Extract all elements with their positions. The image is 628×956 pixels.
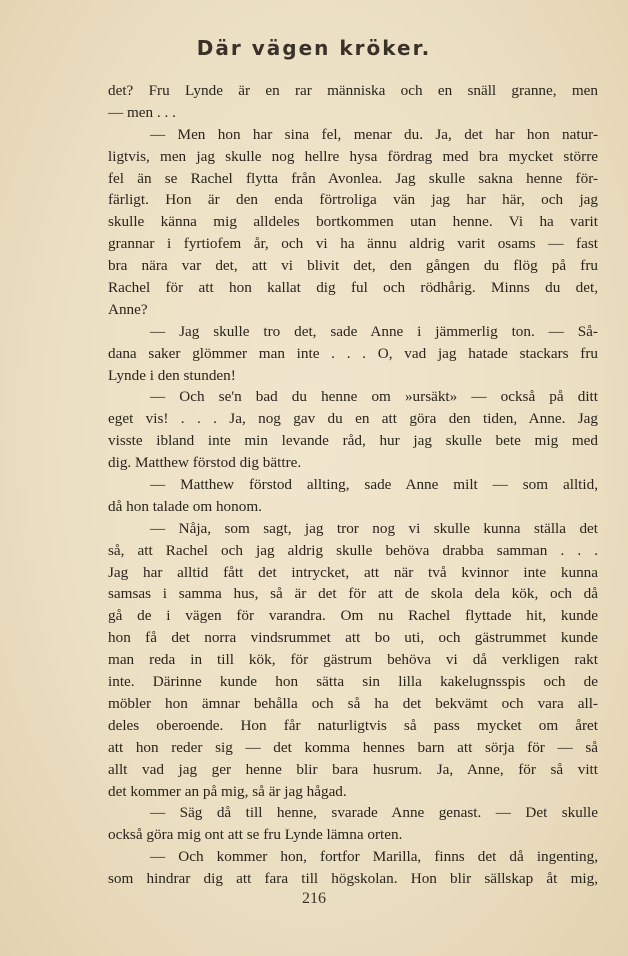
text-line: — men . . . bbox=[108, 103, 176, 121]
text-line: ligtvis, men jag skulle nog hellre hysa fördrag med bra mycket större bbox=[108, 147, 598, 165]
text-line: — Och kommer hon, fortfor Marilla, finns det då ingenting, bbox=[150, 848, 598, 866]
text-line: färligt. Hon är den enda förtroliga vän jag har här, och jag bbox=[108, 191, 598, 209]
text-line: Rachel för att hon kallat dig ful och rödhårig. Minns du det, bbox=[108, 279, 598, 297]
text-line: gå de i vägen för varandra. Om nu Rachel flyttade hit, kunde bbox=[108, 607, 598, 625]
text-line: som hindrar dig att fara till högskolan. Hon blir sällskap åt mig, bbox=[108, 870, 598, 888]
text-line: — Nåja, som sagt, jag tror nog vi skulle kunna ställa det bbox=[150, 519, 598, 537]
text-line: möbler hon ämnar behålla och så ha det bekvämt och vara all- bbox=[108, 694, 598, 712]
text-line: visste ibland inte min levande råd, hur jag skulle bete mig med bbox=[108, 432, 598, 450]
text-line: samsas i samma hus, så är det för att de skola dela kök, och då bbox=[108, 585, 598, 603]
text-line: dana saker glömmer man inte . . . O, vad jag hatade stackars fru bbox=[108, 344, 598, 362]
text-line: fel än se Rachel flytta från Avonlea. Jag skulle sakna henne för- bbox=[108, 169, 598, 187]
text-line: — Men hon har sina fel, menar du. Ja, det har hon natur- bbox=[150, 125, 598, 143]
running-header: Där vägen kröker. bbox=[196, 36, 432, 60]
text-line: grannar i fyrtiofem år, och vi ha ännu aldrig varit osams — fast bbox=[108, 235, 598, 253]
text-line: bra nära var det, att vi blivit det, den gången du flög på fru bbox=[108, 257, 598, 275]
text-line: — Säg då till henne, svarade Anne genast. — Det skulle bbox=[150, 804, 598, 822]
text-line: det kommer an på mig, så är jag hågad. bbox=[108, 782, 347, 800]
text-line: hon få det norra vindsrummet att bo uti, och gästrummet kunde bbox=[108, 629, 598, 647]
text-line: deles oberoende. Hon får naturligtvis så pass mycket om året bbox=[108, 716, 598, 734]
text-line: också göra mig ont att se fru Lynde lämna orten. bbox=[108, 826, 403, 844]
text-line: man reda in till kök, för gästrum behöva vi då verkligen rakt bbox=[108, 651, 598, 669]
page-number: 216 bbox=[302, 890, 326, 907]
text-line: skulle känna mig alldeles bortkommen utan henne. Vi ha varit bbox=[108, 213, 598, 231]
text-line: dig. Matthew förstod dig bättre. bbox=[108, 454, 302, 472]
text-line: Lynde i den stunden! bbox=[108, 366, 236, 384]
text-line: Anne? bbox=[108, 300, 148, 318]
text-line: — Och se'n bad du henne om »ursäkt» — också på ditt bbox=[150, 388, 598, 406]
text-line: att hon reder sig — det komma hennes barn att sörja för — så bbox=[108, 738, 598, 756]
text-line: så, att Rachel och jag aldrig skulle behöva drabba samman . . . bbox=[108, 541, 598, 559]
text-line: inte. Därinne kunde hon sätta sin lilla kakelugnsspis och de bbox=[108, 673, 598, 691]
text-line: eget vis! . . . Ja, nog gav du en att göra den tiden, Anne. Jag bbox=[108, 410, 598, 428]
text-line: det? Fru Lynde är en rar människa och en snäll granne, men bbox=[108, 82, 598, 99]
text-line: då hon talade om honom. bbox=[108, 497, 262, 515]
body-text bbox=[108, 80, 598, 890]
text-line: — Matthew förstod allting, sade Anne milt — som alltid, bbox=[150, 476, 598, 494]
text-line: allt vad jag ger henne blir bara husrum. Ja, Anne, för så vitt bbox=[108, 760, 598, 778]
text-line: Jag har alltid fått det intrycket, att när två kvinnor inte kunna bbox=[108, 563, 598, 581]
text-line: — Jag skulle tro det, sade Anne i jämmerlig ton. — Så- bbox=[150, 322, 598, 340]
